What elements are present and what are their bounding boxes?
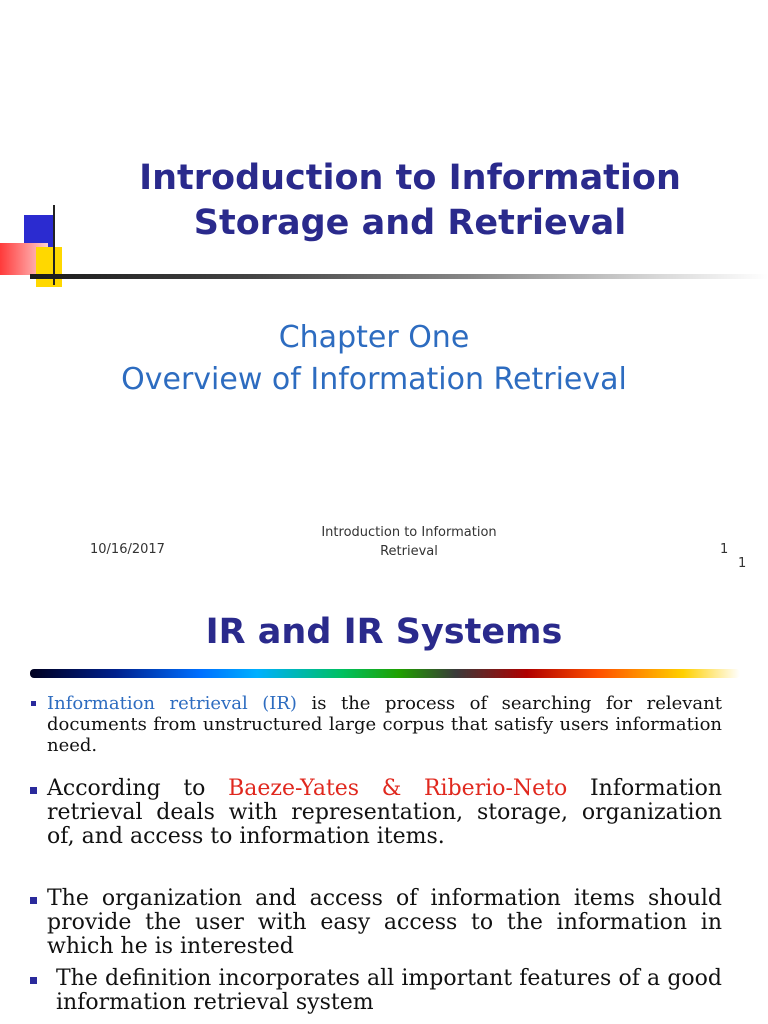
bullet-2-lead: According to [47,776,229,801]
footer-slide-number: 1 [720,542,729,557]
slide-title-line1: Introduction to Information [139,158,681,198]
bullet-4-text: The definition incorporates all important features of a good information retrieval system [56,966,722,1015]
decor-vertical-line [53,205,55,285]
bullet-marker [30,787,37,794]
slide-subtitle [60,317,688,401]
bullet-marker [30,897,37,904]
decor-yellow-block [36,247,62,287]
bullet-2-text: Information retrieval deals with representation, storage, organization of, and access to information items. [47,776,722,849]
bullet-4 [56,967,722,1015]
rainbow-rule [30,669,740,678]
title-rule [30,274,768,279]
slide2-title: IR and IR Systems [205,612,563,652]
bullet-marker [30,977,37,984]
bullet-1-text: is the process of searching for relevant documents from unstructured large corpus that satisfy users information need. [47,693,722,756]
content-slide [0,590,768,1024]
bullet-3-text: The organization and access of information items should provide the user with easy access to the information in which he is interested [47,886,722,959]
footer-date: 10/16/2017 [90,542,165,557]
slide-subtitle-line2: Overview of Information Retrieval [121,362,627,397]
slide-title [100,156,720,246]
bullet-3 [47,887,722,959]
footer-center-line1: Introduction to Information [321,525,497,540]
bullet-2 [47,777,722,849]
page-number: 1 [738,556,747,571]
slide-title-line2: Storage and Retrieval [193,203,627,243]
bullet-2-authors: Baeze-Yates & Riberio-Neto [228,776,568,801]
bullet-1 [47,693,722,756]
bullet-marker [31,701,36,706]
footer-center [300,523,518,561]
bullet-1-term: Information retrieval (IR) [47,693,297,714]
slide-subtitle-line1: Chapter One [278,320,470,355]
footer-center-line2: Retrieval [380,544,438,559]
